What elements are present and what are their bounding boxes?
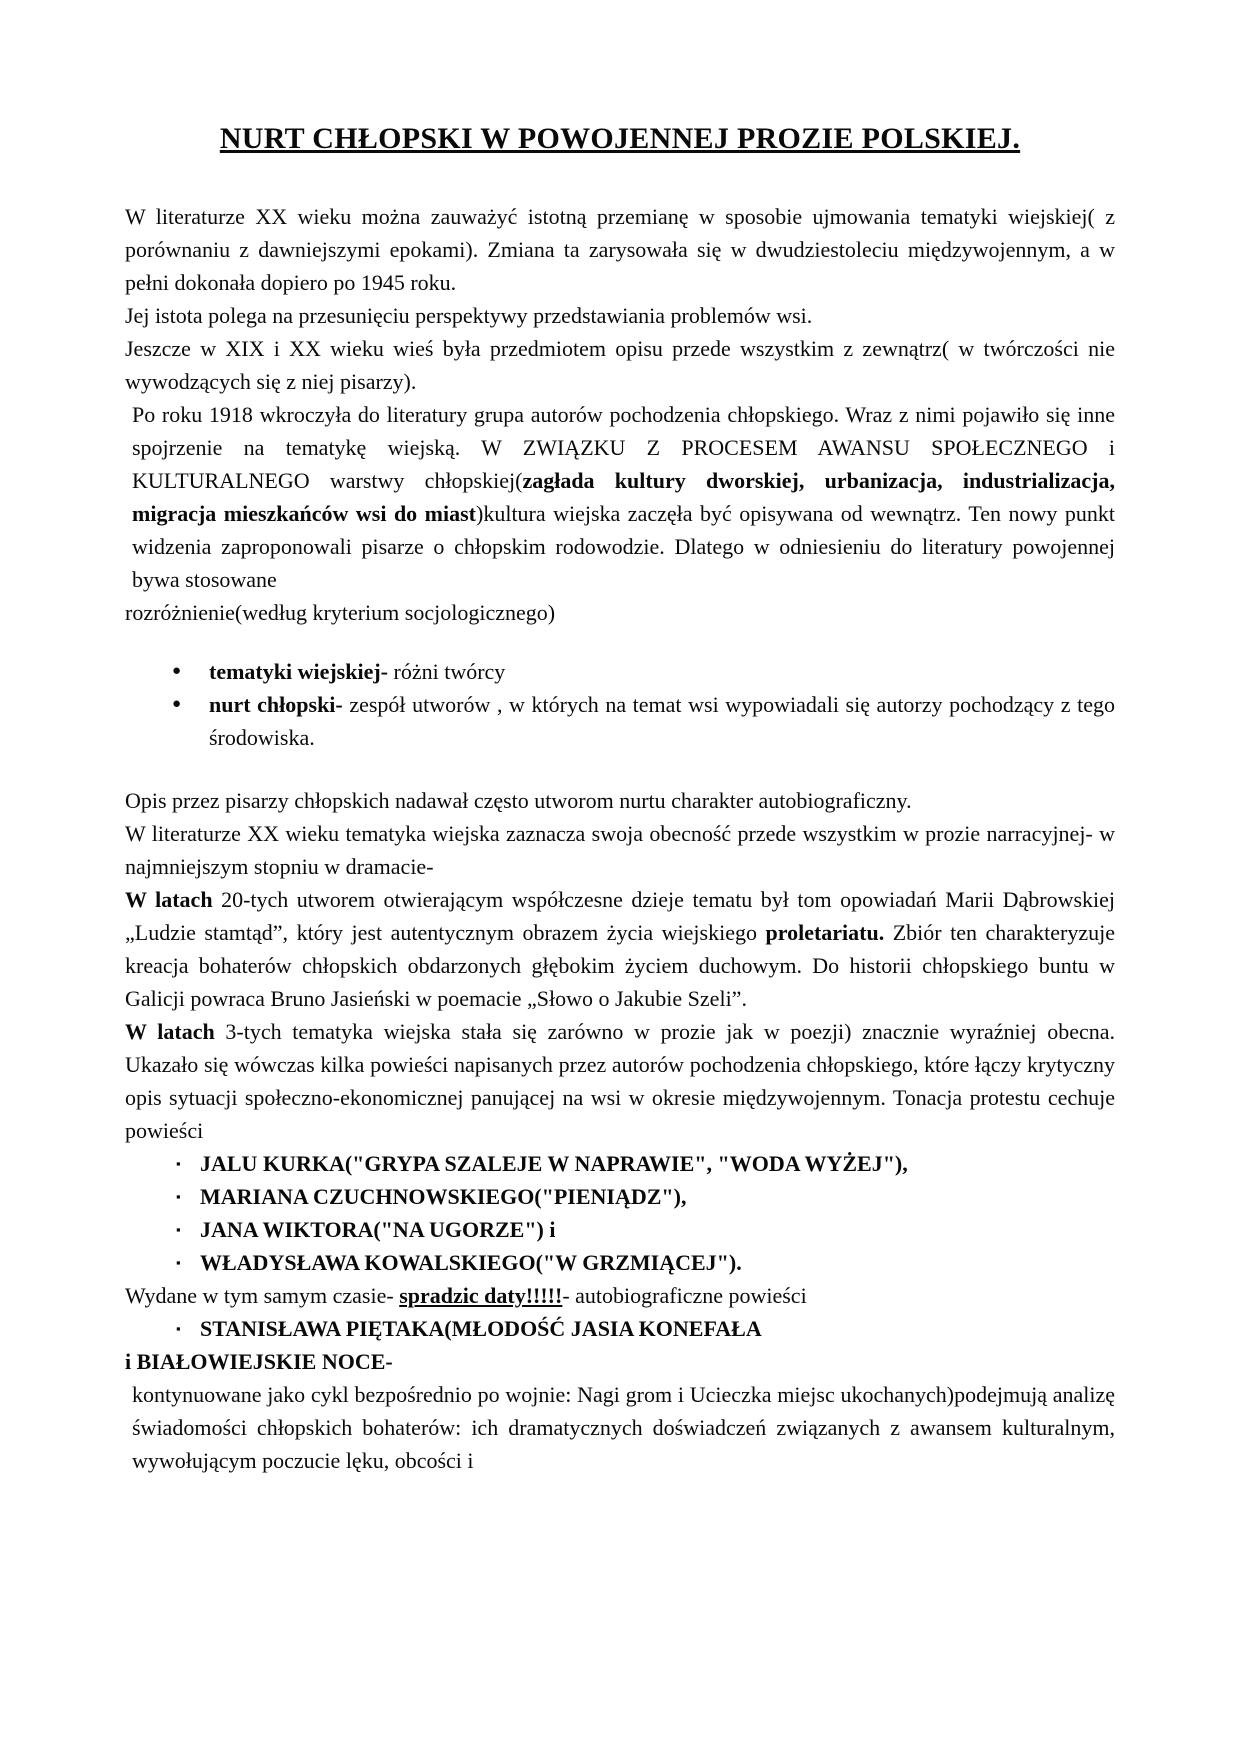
paragraph-kontynuowane: kontynuowane jako cykl bezpośrednio po wojnie: Nagi grom i Ucieczka miejsc ukochanych)podejmują analizę świadomości chłopskich bohaterów: ich dramatycznych doświadczeń związanych z awansem kulturalnym, wywołującym poczucie lęku, obcości i: [132, 1382, 1115, 1473]
text-run: 20-tych utworem otwierającym współczesne dzieje tematu był tom opowiadań Marii Dąbrowskiej „Ludzie stamtąd”, który jest autentycznym obrazem życia wiejskiego: [125, 887, 1116, 945]
square-bullet-icon: ▪: [176, 1255, 181, 1270]
bullet-lead: nurt chłopski-: [209, 692, 343, 717]
paragraph-jeszcze: Jeszcze w XIX i XX wieku wieś była przedmiotem opisu przede wszystkim z zewnątrz( w twórczości nie wywodzących się z niej pisarzy).: [125, 336, 1115, 394]
bullet-text: JALU KURKA("GRYPA SZALEJE W NAPRAWIE", "WODA WYŻEJ"),: [200, 1151, 908, 1176]
bullet-text: JANA WIKTORA("NA UGORZE") i: [200, 1217, 556, 1242]
paragraph-po-roku-1918: [125, 398, 1115, 596]
paragraph-istota: Jej istota polega na przesunięciu perspektywy przedstawiania problemów wsi.: [125, 303, 813, 328]
text-run: Zbiór ten charakteryzuje kreacja bohaterów chłopskich obdarzonych głębokim życiem duchowym. Do historii chłopskiego buntu w Galicji powraca Bruno Jasieński w poemacie „Słowo o Jakubie Szeli”.: [125, 920, 1115, 1011]
paragraph-bialowiejskie: [125, 1345, 1115, 1378]
bullet-text: WŁADYSŁAWA KOWALSKIEGO("W GRZMIĄCEJ").: [200, 1250, 742, 1275]
square-bullet-icon: ▪: [176, 1321, 181, 1336]
text-run: 3-tych tematyka wiejska stała się zarówno w prozie jak w poezji) znacznie wyraźniej obecna. Ukazało się wówczas kilka powieści napisanych przez autorów pochodzenia chłopskiego, które łączy krytyczny opis sytuacji społeczno-ekonomicznej panującej na wsi w okresie międzywojennym. Tonacja protestu cechuje powieści: [125, 1019, 1115, 1143]
text-run: Po roku 1918 wkroczyła do literatury grupa autorów pochodzenia chłopskiego. Wraz z nimi pojawiło się inne spojrzenie na tematykę wiejską. W ZWIĄZKU Z PROCESEM AWANSU SPOŁECZNEGO i KULTURALNEGO warstwy chłopskiej(: [132, 402, 1115, 493]
round-bullet-icon: ●: [172, 696, 182, 712]
paragraph-intro: W literaturze XX wieku można zauważyć istotną przemianę w sposobie ujmowania tematyki wiejskiej( z porównaniu z dawniejszymi epokami). Zmiana ta zarysowała się w dwudziestoleciu międzywojennym, a w pełni dokonała dopiero po 1945 roku.: [125, 204, 1115, 295]
list-item-wiktor: [125, 1213, 1115, 1246]
paragraph-wydane: [125, 1279, 1115, 1312]
list-item-nurt-chlopski: [125, 688, 1115, 754]
page-title: NURT CHŁOPSKI W POWOJENNEJ PROZIE POLSKIEJ.: [219, 122, 1021, 155]
bullet-lead: tematyki wiejskiej-: [209, 659, 389, 684]
square-bullet-icon: ▪: [176, 1189, 181, 1204]
text-run: Wydane w tym samym czasie-: [125, 1283, 400, 1308]
bullet-text: STANISŁAWA PIĘTAKA(MŁODOŚĆ JASIA KONEFAŁA: [200, 1316, 762, 1341]
bullet-text: MARIANA CZUCHNOWSKIEGO("PIENIĄDZ"),: [200, 1184, 687, 1209]
list-item-jalu-kurka: [125, 1147, 1115, 1180]
bold-run-przemiany: zagłada kultury dworskiej, urbanizacja, industrializacja, migracja mieszkańców wsi do miast: [132, 468, 1115, 526]
bullet-rest: zespół utworów , w których na temat wsi wypowiadali się autorzy pochodzący z tego środowiska.: [209, 692, 1115, 750]
bold-run-proletariatu: proletariatu.: [765, 920, 885, 945]
list-item-pietak: [125, 1312, 1115, 1345]
paragraph-lata-30: [125, 1015, 1115, 1147]
bold-underline-run-spradzic-daty: spradzic daty!!!!!: [399, 1283, 563, 1308]
square-bullet-list: [125, 1147, 1115, 1279]
bold-run-w-latach: W latach: [125, 887, 213, 912]
list-item-kowalski: [125, 1246, 1115, 1279]
text-run: )kultura wiejska zaczęła być opisywana od wewnątrz. Ten nowy punkt widzenia zaproponowali pisarze o chłopskim rodowodzie. Dlatego w odniesieniu do literatury powojennej bywa stosowane: [132, 501, 1115, 592]
paragraph-lata-20: [125, 883, 1115, 1015]
square-bullet-list-pietak: [125, 1312, 1115, 1345]
bold-run-bialowiejskie: i BIAŁOWIEJSKIE NOCE-: [125, 1349, 393, 1374]
list-item-czuchnowski: [125, 1180, 1115, 1213]
bullet-rest: różni twórcy: [388, 659, 506, 684]
paragraph-literatura-xx: W literaturze XX wieku tematyka wiejska zaznacza swoja obecność przede wszystkim w prozie narracyjnej- w najmniejszym stopniu w dramacie-: [125, 821, 1115, 879]
square-bullet-icon: ▪: [176, 1222, 181, 1237]
bold-run-w-latach: W latach: [125, 1019, 215, 1044]
paragraph-rozroznienie: rozróżnienie(według kryterium socjologicznego): [125, 600, 556, 625]
square-bullet-icon: ▪: [176, 1156, 181, 1171]
round-bullet-list: [125, 655, 1115, 754]
round-bullet-icon: ●: [172, 663, 182, 679]
paragraph-opis: Opis przez pisarzy chłopskich nadawał często utworom nurtu charakter autobiograficzny.: [125, 788, 912, 813]
list-item-tematyka-wiejska: [125, 655, 1115, 688]
text-run: - autobiograficzne powieści: [562, 1283, 807, 1308]
